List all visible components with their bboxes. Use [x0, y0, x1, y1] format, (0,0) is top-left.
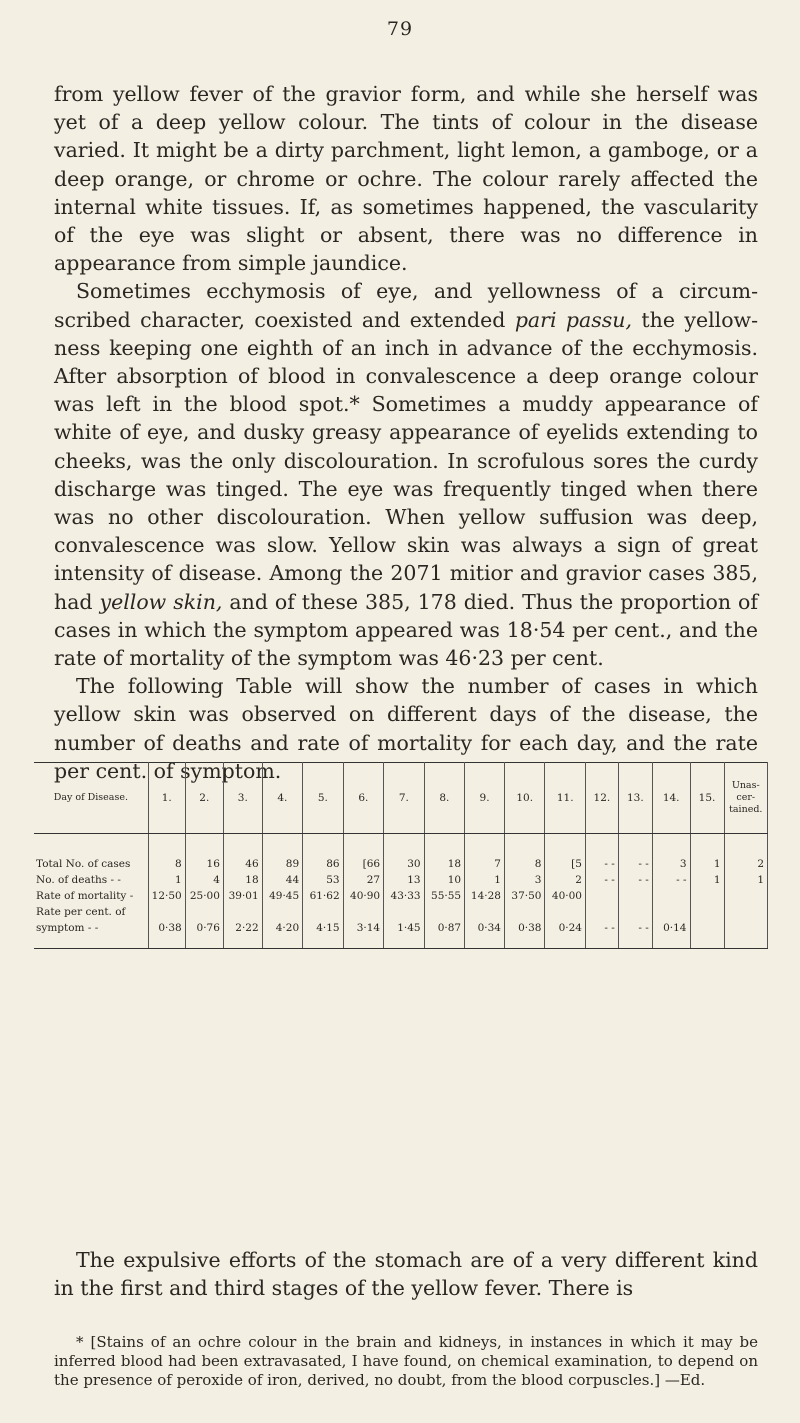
body-text-bottom: [54, 1246, 758, 1302]
table-cell: 10: [424, 872, 464, 888]
table-row: [34, 872, 768, 888]
table-header-cell: Unas- cer- tained.: [724, 763, 767, 834]
table-cell: - -: [585, 834, 618, 873]
table-cell: 49·45: [262, 888, 302, 904]
table-cell: 30: [384, 834, 424, 873]
table-cell: [690, 888, 724, 904]
table-row: [34, 920, 768, 949]
table-cell: 0·24: [545, 920, 585, 949]
mortality-table: [34, 762, 768, 949]
table-cell: 8: [504, 834, 544, 873]
paragraph-2-part-a: Sometimes ecchymosis of eye, and yellowness of a circum-scribed character, coexisted and extended: [54, 279, 758, 332]
table-cell: 4: [185, 872, 223, 888]
table-cell: 27: [343, 872, 383, 888]
table-header-cell: 6.: [343, 763, 383, 834]
table-cell: [585, 888, 618, 904]
table-cell: 1: [690, 872, 724, 888]
table-cell: 18: [424, 834, 464, 873]
table-cell: [618, 904, 652, 920]
paragraph-2-italic-yellow-skin: yellow skin,: [99, 589, 223, 614]
table-cell: 43·33: [384, 888, 424, 904]
table-header-cell: 9.: [465, 763, 505, 834]
table-cell: [585, 904, 618, 920]
row-label: No. of deaths - -: [34, 872, 148, 888]
table-cell: [724, 904, 767, 920]
table-cell: 7: [465, 834, 505, 873]
table-cell: 3: [652, 834, 690, 873]
table-cell: - -: [585, 920, 618, 949]
paragraph-1: from yellow fever of the gravior form, and while she herself was yet of a deep yellow colour. The tints of colour in the disease varied. It might be a dirty parchment, light lemon, a gamboge, or a deep orange, or chrome or ochre. The colour rarely affected the internal white tissues. If, as sometimes happened, the vascularity of the eye was slight or absent, there was no difference in appearance from simple jaundice.: [54, 82, 758, 276]
table-cell: [148, 904, 185, 920]
table-row: [34, 904, 768, 920]
table-cell: [690, 904, 724, 920]
table-cell: 25·00: [185, 888, 223, 904]
table-cell: - -: [618, 872, 652, 888]
table-cell: 1: [465, 872, 505, 888]
row-label: symptom - -: [34, 920, 148, 949]
row-label: Rate per cent. of: [34, 904, 148, 920]
table-header-row: [34, 763, 768, 834]
table-header-cell: 15.: [690, 763, 724, 834]
table-cell: [545, 904, 585, 920]
table-header-cell: 12.: [585, 763, 618, 834]
table-cell: 1: [148, 872, 185, 888]
mortality-table-wrapper: [34, 762, 768, 949]
table-cell: 16: [185, 834, 223, 873]
paragraph-2-part-c: and of these 385, 178 died. Thus the proportion of cases in which the symptom appeared was 18·54 per cent., and the rate of mortality of the symptom was 46·23 per cent.: [54, 589, 758, 671]
table-cell: [504, 904, 544, 920]
table-cell: 44: [262, 872, 302, 888]
footnote-text: * [Stains of an ochre colour in the brain and kidneys, in instances in which it may be inferred blood had been extravasated, I have found, on chemical examination, to depend on the presence of peroxide of iron, derived, no doubt, from the blood corpuscles.] —Ed.: [54, 1333, 758, 1389]
paragraph-3: The following Table will show the number of cases in which yellow skin was observed on different days of the disease, the number of deaths and rate of mortality for each day, and the rate per cent. of symptom.: [54, 674, 758, 783]
table-cell: 55·55: [424, 888, 464, 904]
table-cell: [5: [545, 834, 585, 873]
table-row: [34, 888, 768, 904]
table-cell: 86: [303, 834, 343, 873]
table-cell: - -: [652, 872, 690, 888]
table-cell: 8: [148, 834, 185, 873]
table-cell: 40·00: [545, 888, 585, 904]
table-cell: 3: [504, 872, 544, 888]
table-cell: 0·34: [465, 920, 505, 949]
table-header-cell: 3.: [223, 763, 262, 834]
table-cell: 14·28: [465, 888, 505, 904]
table-cell: 0·38: [504, 920, 544, 949]
paragraph-2: [54, 277, 758, 672]
table-cell: 13: [384, 872, 424, 888]
table-cell: [724, 888, 767, 904]
table-cell: 53: [303, 872, 343, 888]
paragraph-2-italic-pari-passu: pari passu,: [514, 307, 633, 332]
table-cell: [465, 904, 505, 920]
table-cell: 12·50: [148, 888, 185, 904]
table-cell: - -: [618, 920, 652, 949]
table-cell: 40·90: [343, 888, 383, 904]
table-cell: 2: [545, 872, 585, 888]
table-cell: [66: [343, 834, 383, 873]
table-body: [34, 834, 768, 949]
body-text-top: [54, 80, 758, 785]
table-cell: [652, 888, 690, 904]
table-cell: 4·20: [262, 920, 302, 949]
table-cell: [185, 904, 223, 920]
table-cell: 89: [262, 834, 302, 873]
paragraph-2-part-b: the yellow-ness keeping one eighth of an inch in advance of the ecchymosis. After absorption of blood in convalescence a deep orange colour was left in the blood spot.* Sometimes a muddy appearance of white of eye, and dusky greasy appearance of eyelids extending to cheeks, was the only discolouration. In scrofulous sores the curdy discharge was tinged. The eye was frequently tinged when there was no other discolouration. When yellow suffusion was deep, convalescence was slow. Yellow skin was always a sign of great intensity of disease. Among the 2071 mitior and gravior cases 385, had: [54, 307, 759, 614]
table-header-cell: 13.: [618, 763, 652, 834]
table-header-cell: 4.: [262, 763, 302, 834]
table-cell: 1·45: [384, 920, 424, 949]
table-cell: [384, 904, 424, 920]
table-cell: 39·01: [223, 888, 262, 904]
table-cell: - -: [585, 872, 618, 888]
table-cell: 1: [690, 834, 724, 873]
table-header-cell: 2.: [185, 763, 223, 834]
table-cell: [652, 904, 690, 920]
table-header-cell: 14.: [652, 763, 690, 834]
table-cell: [303, 904, 343, 920]
table-cell: [223, 904, 262, 920]
table-cell: - -: [618, 834, 652, 873]
table-cell: 0·14: [652, 920, 690, 949]
table-header-cell: 11.: [545, 763, 585, 834]
table-cell: [618, 888, 652, 904]
table-cell: 1: [724, 872, 767, 888]
table-cell: 37·50: [504, 888, 544, 904]
table-cell: [724, 920, 767, 949]
table-cell: [690, 920, 724, 949]
table-cell: [343, 904, 383, 920]
table-header-cell: 10.: [504, 763, 544, 834]
table-cell: [424, 904, 464, 920]
table-header-cell: 1.: [148, 763, 185, 834]
table-cell: 2·22: [223, 920, 262, 949]
table-cell: 61·62: [303, 888, 343, 904]
table-cell: 0·87: [424, 920, 464, 949]
table-cell: 3·14: [343, 920, 383, 949]
page-number: 79: [386, 18, 414, 40]
table-cell: 0·76: [185, 920, 223, 949]
table-cell: 18: [223, 872, 262, 888]
row-label: Rate of mortality -: [34, 888, 148, 904]
table-cell: 46: [223, 834, 262, 873]
table-header-cell: 7.: [384, 763, 424, 834]
table-header-cell: Day of Disease.: [34, 763, 148, 834]
table-cell: 2: [724, 834, 767, 873]
paragraph-4: The expulsive efforts of the stomach are of a very different kind in the first and third stages of the yellow fever. There is: [54, 1248, 758, 1301]
row-label: Total No. of cases: [34, 834, 148, 873]
footnote: [54, 1333, 758, 1390]
table-cell: [262, 904, 302, 920]
table-header-cell: 8.: [424, 763, 464, 834]
table-cell: 4·15: [303, 920, 343, 949]
table-cell: 0·38: [148, 920, 185, 949]
table-row: [34, 834, 768, 873]
table-header-cell: 5.: [303, 763, 343, 834]
